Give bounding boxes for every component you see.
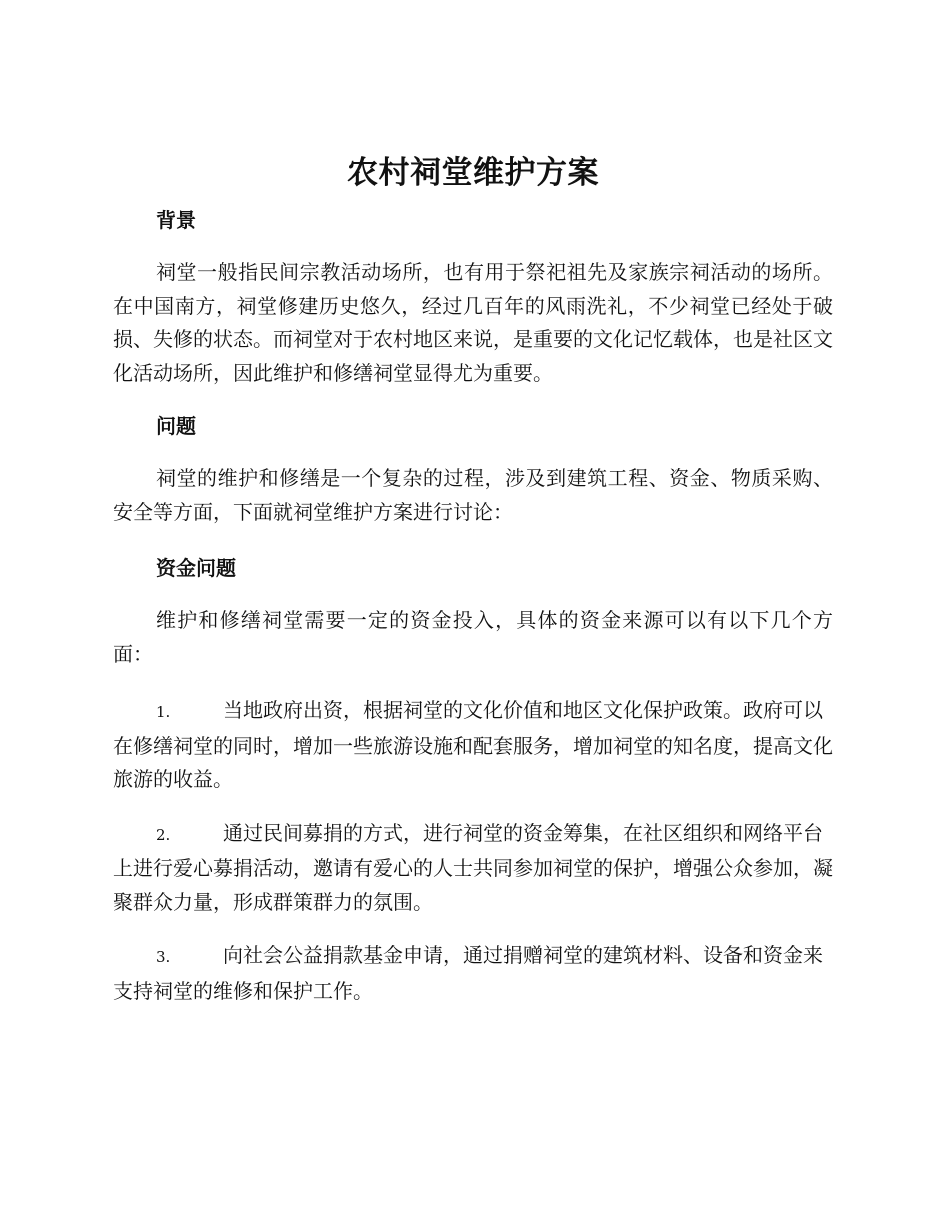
paragraph-funding: 维护和修缮祠堂需要一定的资金投入，具体的资金来源可以有以下几个方面： <box>113 608 833 666</box>
list-item-number: 1. <box>156 703 171 721</box>
list-item <box>113 817 833 920</box>
list-item <box>113 694 833 797</box>
document-title: 农村祠堂维护方案 <box>347 155 599 191</box>
list-item-text: 通过民间募捐的方式，进行祠堂的资金筹集，在社区组织和网络平台上进行爱心募捐活动，邀请有爱心的人士共同参加祠堂的保护，增强公众参加，凝聚群众力量，形成群策群力的氛围。 <box>113 820 833 914</box>
list-item <box>113 939 833 1008</box>
list-item-number: 3. <box>156 948 171 966</box>
list-item-text: 当地政府出资，根据祠堂的文化价值和地区文化保护政策。政府可以在修缮祠堂的同时，增加一些旅游设施和配套服务，增加祠堂的知名度，提高文化旅游的收益。 <box>113 698 833 791</box>
funding-list <box>113 694 833 1008</box>
list-item-text: 向社会公益捐款基金申请，通过捐赠祠堂的建筑材料、设备和资金来支持祠堂的维修和保护工作。 <box>113 943 823 1003</box>
list-item-number: 2. <box>156 825 171 844</box>
section-heading-funding: 资金问题 <box>156 556 236 580</box>
paragraph-background: 祠堂一般指民间宗教活动场所，也有用于祭祀祖先及家族宗祠活动的场所。在中国南方，祠堂修建历史悠久，经过几百年的风雨洗礼，不少祠堂已经处于破损、失修的状态。而祠堂对于农村地区来说，是重要的文化记忆载体，也是社区文化活动场所，因此维护和修缮祠堂显得尤为重要。 <box>113 260 833 385</box>
document-page <box>113 150 833 1008</box>
section-heading-issues: 问题 <box>156 414 196 438</box>
section-heading-background: 背景 <box>156 208 196 232</box>
paragraph-issues: 祠堂的维护和修缮是一个复杂的过程，涉及到建筑工程、资金、物质采购、安全等方面，下面就祠堂维护方案进行讨论： <box>113 466 833 524</box>
